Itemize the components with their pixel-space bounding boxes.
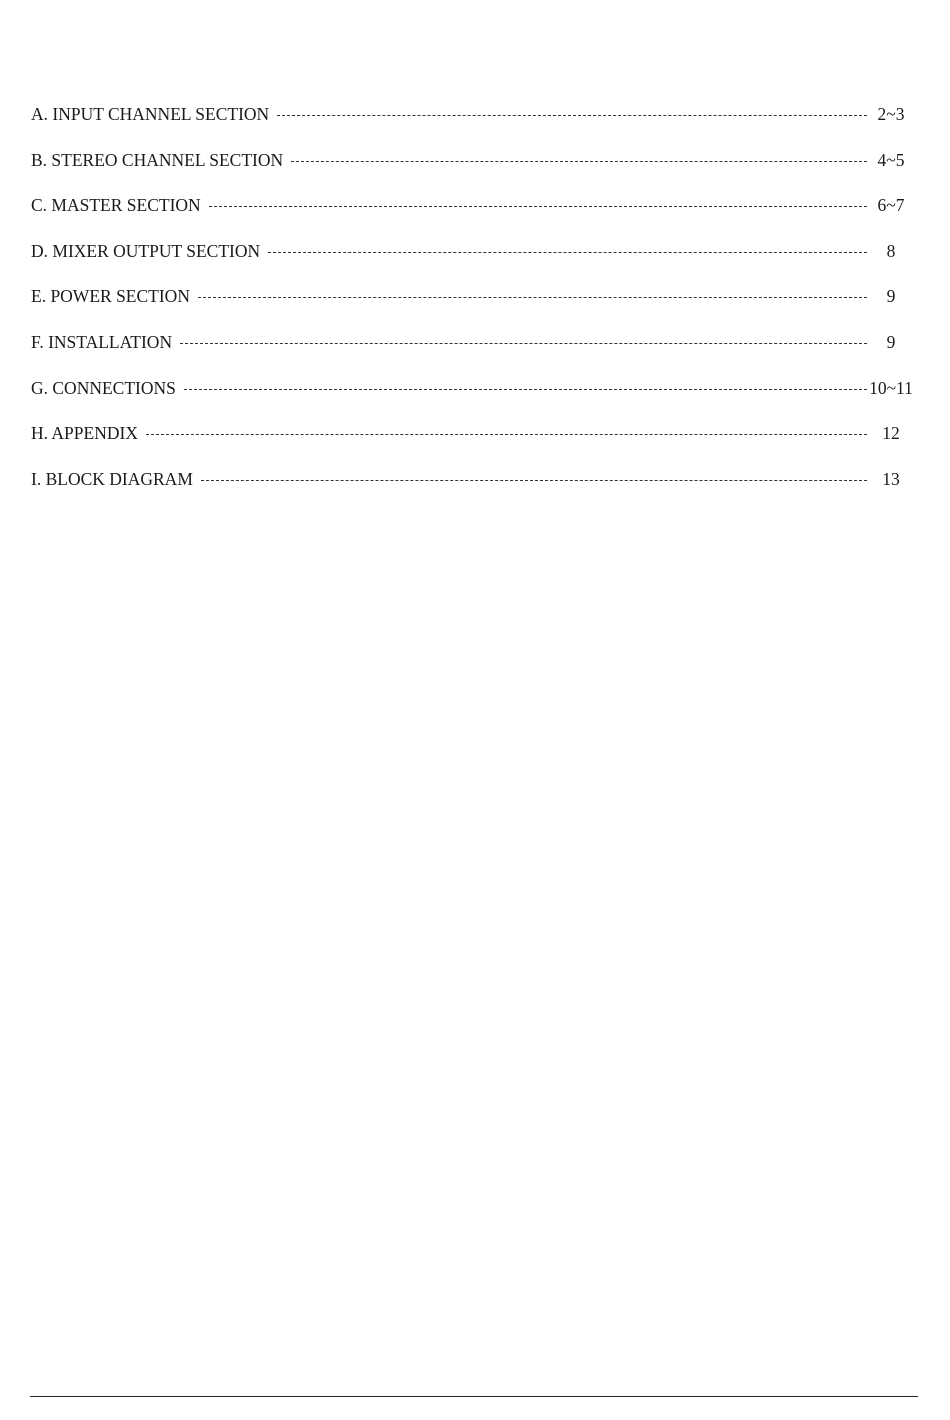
dot-leader (180, 343, 867, 344)
dot-leader (277, 115, 867, 116)
toc-entry-page: 8 (886, 240, 896, 261)
toc-entry-page: 6~7 (877, 195, 905, 216)
toc-entry-stereo-channel-section[interactable] (31, 148, 915, 194)
toc-entry-page: 2~3 (877, 104, 905, 124)
toc-entry-page: 9 (886, 331, 896, 352)
toc-entry-appendix[interactable] (31, 421, 915, 467)
toc-entry-title: E. POWER SECTION (31, 286, 190, 307)
toc-entry-page: 9 (886, 286, 896, 307)
toc-entry-power-section[interactable] (31, 284, 915, 330)
toc-entry-title: F. INSTALLATION (31, 331, 173, 352)
dot-leader (201, 480, 867, 481)
dot-leader (291, 161, 867, 162)
toc-entry-installation[interactable] (31, 330, 915, 376)
footer-divider (30, 1396, 918, 1397)
toc-entry-title: A. INPUT CHANNEL SECTION (31, 104, 270, 124)
dot-leader (146, 434, 867, 435)
toc-entry-connections[interactable] (31, 376, 915, 422)
toc-entry-title: C. MASTER SECTION (31, 195, 201, 216)
toc-entry-title: D. MIXER OUTPUT SECTION (31, 240, 261, 261)
dot-leader (198, 297, 867, 298)
dot-leader (184, 389, 867, 390)
toc-entry-title: G. CONNECTIONS (31, 377, 176, 398)
toc-entry-title: H. APPENDIX (31, 423, 138, 444)
toc-entry-input-channel-section[interactable] (31, 102, 915, 148)
toc-entry-master-section[interactable] (31, 193, 915, 239)
table-of-contents (31, 102, 915, 512)
toc-entry-mixer-output-section[interactable] (31, 239, 915, 285)
toc-entry-page: 12 (882, 423, 900, 444)
toc-entry-page: 13 (882, 468, 900, 489)
toc-entry-title: B. STEREO CHANNEL SECTION (31, 149, 284, 170)
toc-entry-title: I. BLOCK DIAGRAM (31, 468, 193, 489)
toc-entry-page: 4~5 (877, 149, 905, 170)
dot-leader (268, 252, 867, 253)
toc-entry-block-diagram[interactable] (31, 467, 915, 513)
dot-leader (209, 206, 867, 207)
toc-entry-page: 10~11 (869, 377, 913, 398)
